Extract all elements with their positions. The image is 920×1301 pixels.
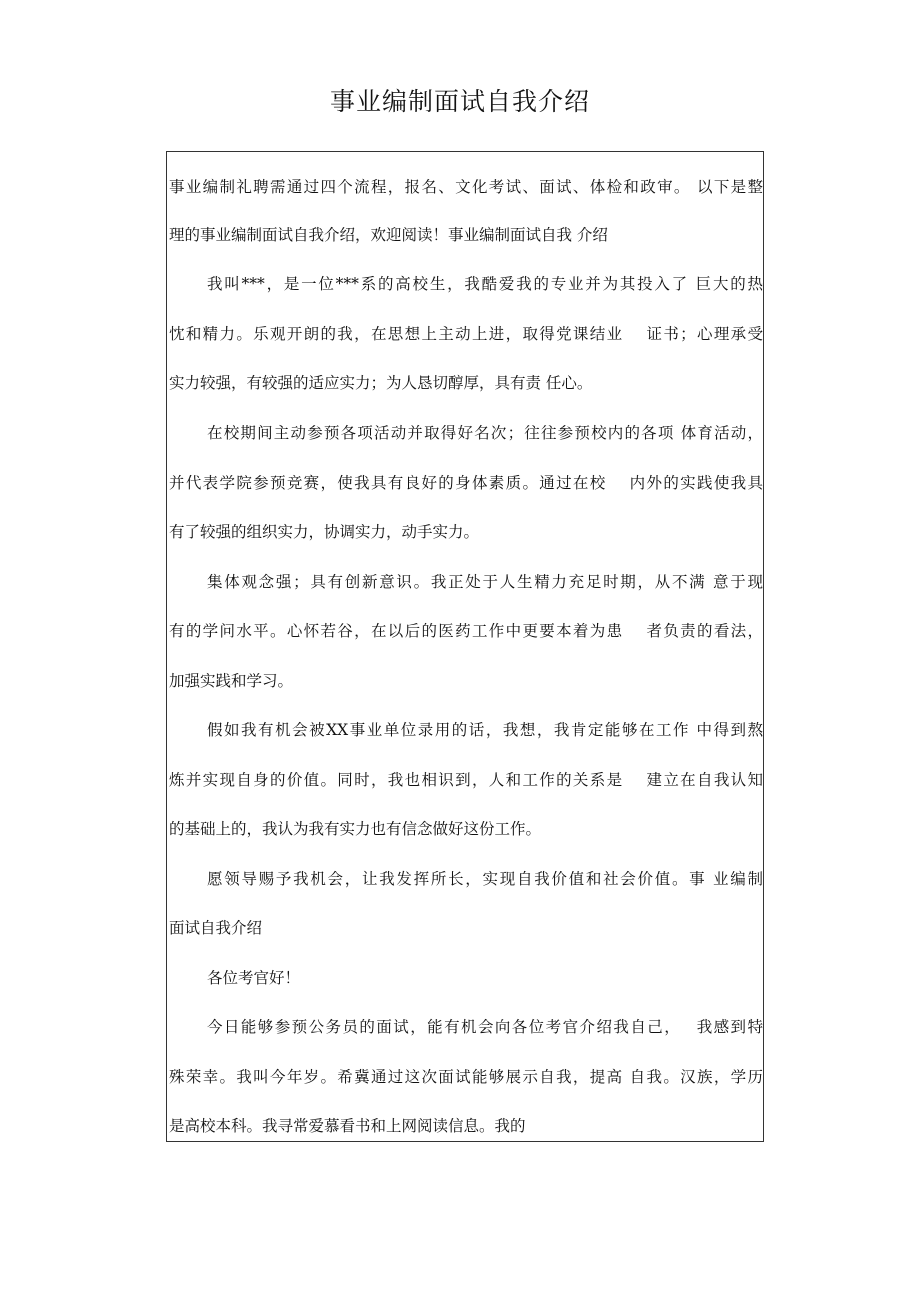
text-line: 是高校本科。我寻常爱慕看书和上网阅读信息。我的 [169,1117,526,1135]
page-title: 事业编制面试自我介绍 [329,87,590,116]
text-line: 炼并实现自身的价值。同时，我也相识到，人和工作的关系是 建立在自我认知 [169,771,763,789]
text-line: 有了较强的组织实力，协调实力，动手实力。 [169,523,480,541]
text-line: 在校期间主动参预各项活动并取得好名次；往往参预校内的各项 体育活动， [207,424,763,442]
text-line: 假如我有机会被XX事业单位录用的话，我想，我肯定能够在工作 中得到熬 [207,721,763,739]
text-line: 愿领导赐予我机会，让我发挥所长，实现自我价值和社会价值。事 业编制 [207,870,763,888]
text-line: 理的事业编制面试自我介绍，欢迎阅读！事业编制面试自我 介绍 [169,226,608,244]
text-line: 殊荣幸。我叫今年岁。希冀通过这次面试能够展示自我，提高 自我。汉族，学历 [169,1068,763,1086]
text-line: 加强实践和学习。 [169,672,294,690]
text-line: 事业编制礼聘需通过四个流程，报名、文化考试、面试、体检和政审。 以下是整 [169,178,763,196]
text-line: 实力较强，有较强的适应实力；为人恳切醇厚，具有责 任心。 [169,374,593,392]
text-line: 我叫***，是一位***系的高校生，我酷爱我的专业并为其投入了 巨大的热 [207,275,763,293]
text-line: 面试自我介绍 [169,919,263,937]
text-line: 各位考官好！ [207,969,301,987]
text-line: 的基础上的，我认为我有实力也有信念做好这份工作。 [169,820,542,838]
text-line: 并代表学院参预竞赛，使我具有良好的身体素质。通过在校 内外的实践使我具 [169,474,763,492]
text-line: 有的学问水平。心怀若谷，在以后的医药工作中更要本着为患 者负责的看法， [169,622,763,640]
content-box [166,151,764,1142]
text-line: 集体观念强；具有创新意识。我正处于人生精力充足时期，从不满 意于现 [207,573,763,591]
text-line: 忱和精力。乐观开朗的我，在思想上主动上进，取得党课结业 证书；心理承受 [169,325,763,343]
text-line: 今日能够参预公务员的面试，能有机会向各位考官介绍我自己， 我感到特 [207,1018,763,1036]
